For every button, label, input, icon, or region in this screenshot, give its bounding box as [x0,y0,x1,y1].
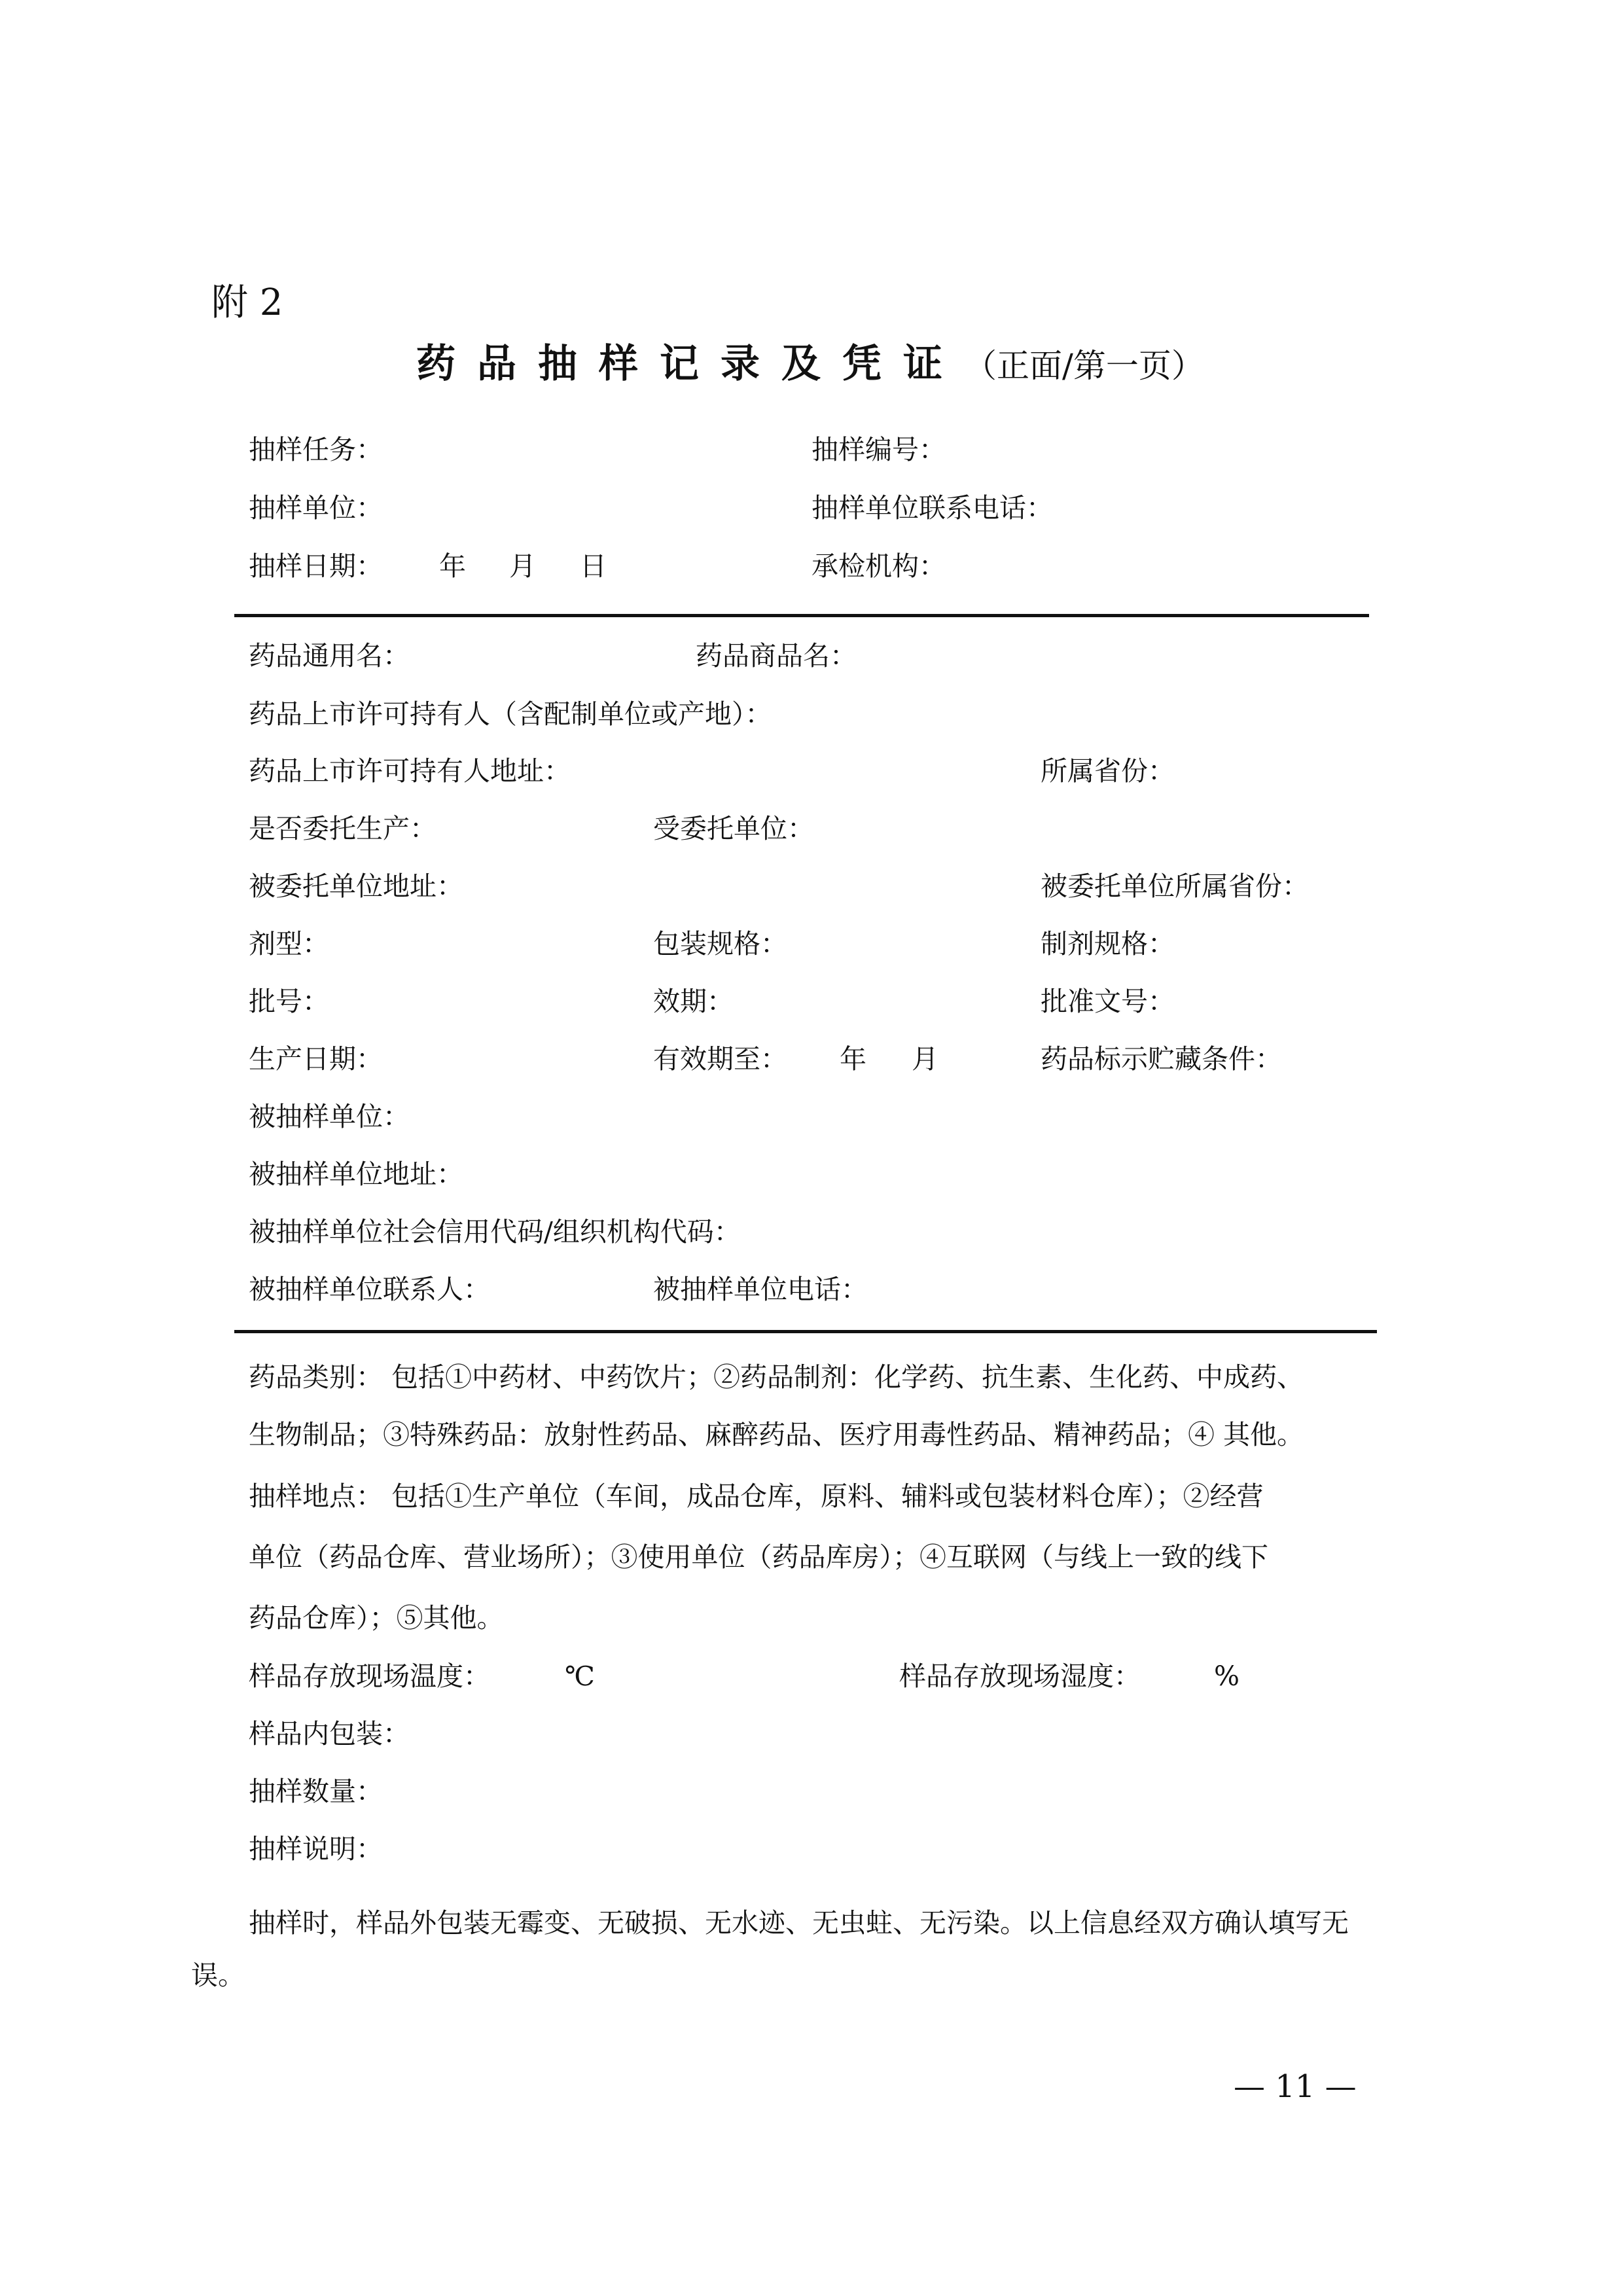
location-line-2: 单位（药品仓库、营业场所）；③使用单位（药品库房）；④互联网（与线上一致的线下 [249,1541,1268,1573]
location-line-3: 药品仓库）；⑤其他。 [249,1602,504,1634]
field-sampling-unit-phone: 抽样单位联系电话： [812,492,1053,524]
field-sampling-date-day: 日 [580,550,607,582]
field-valid-month: 月 [912,1043,938,1075]
field-sampled-address: 被抽样单位地址： [249,1158,463,1190]
category-line-2: 生物制品；③特殊药品：放射性药品、麻醉药品、医疗用毒性药品、精神药品；④ 其他。 [249,1419,1304,1450]
field-sampled-phone: 被抽样单位电话： [653,1274,868,1305]
field-entrusted-province: 被委托单位所属省份： [1041,870,1309,902]
field-valid-year: 年 [840,1043,866,1075]
category-line-1: 药品类别： 包括①中药材、中药饮片；②药品制剂：化学药、抗生素、生化药、中成药、 [249,1361,1304,1393]
field-mah: 药品上市许可持有人（含配制单位或产地）： [249,698,772,730]
statement-line-2: 误。 [191,1960,245,1991]
form-title-main: 药品抽样记录及凭证 [416,341,964,387]
statement-line-1: 抽样时，样品外包装无霉变、无破损、无水迹、无虫蛀、无污染。以上信息经双方确认填写无 [249,1907,1349,1939]
field-sampled-credit-code: 被抽样单位社会信用代码/组织机构代码： [249,1216,741,1247]
field-sampled-unit: 被抽样单位： [249,1101,410,1132]
field-dosage-form: 剂型： [249,928,329,960]
field-sampled-contact: 被抽样单位联系人： [249,1274,490,1305]
field-sampling-task: 抽样任务： [249,434,383,465]
field-production-date: 生产日期： [249,1043,383,1075]
field-valid-until: 有效期至： [653,1043,787,1075]
field-prep-spec: 制剂规格： [1041,928,1175,960]
field-sampling-date: 抽样日期： [249,550,383,582]
field-sampling-serial: 抽样编号： [812,434,946,465]
field-notes: 抽样说明： [249,1833,383,1865]
field-shelf-life: 效期： [653,986,734,1017]
field-storage-condition: 药品标示贮藏条件： [1041,1043,1282,1075]
field-entrusted-address: 被委托单位地址： [249,870,463,902]
field-entrusted: 是否委托生产： [249,813,437,844]
field-province: 所属省份： [1041,755,1175,787]
field-testing-org: 承检机构： [812,550,946,582]
field-approval-no: 批准文号： [1041,986,1175,1017]
field-humidity: 样品存放现场湿度： [899,1660,1141,1692]
field-sampling-unit: 抽样单位： [249,492,383,524]
appendix-heading: 附 2 [211,281,283,324]
field-sampling-date-month: 月 [509,550,536,582]
form-title [416,332,1204,389]
field-trade-name: 药品商品名： [696,640,857,672]
field-inner-package: 样品内包装： [249,1718,410,1749]
field-temperature: 样品存放现场温度： [249,1660,490,1692]
field-package-spec: 包装规格： [653,928,787,960]
field-quantity: 抽样数量： [249,1776,383,1807]
field-mah-address: 药品上市许可持有人地址： [249,755,571,787]
field-temperature-unit: ℃ [565,1660,595,1692]
form-title-sub: （正面/第一页） [964,347,1204,385]
field-batch-no: 批号： [249,986,329,1017]
field-generic-name: 药品通用名： [249,640,410,672]
field-sampling-date-year: 年 [439,550,466,582]
field-entrusted-unit: 受委托单位： [653,813,814,844]
field-humidity-unit: % [1214,1660,1240,1692]
divider-top [234,614,1369,617]
page-number: — 11 — [1234,2068,1357,2105]
divider-bottom [234,1330,1377,1333]
location-line-1: 抽样地点： 包括①生产单位（车间，成品仓库，原料、辅料或包装材料仓库）；②经营 [249,1480,1264,1512]
